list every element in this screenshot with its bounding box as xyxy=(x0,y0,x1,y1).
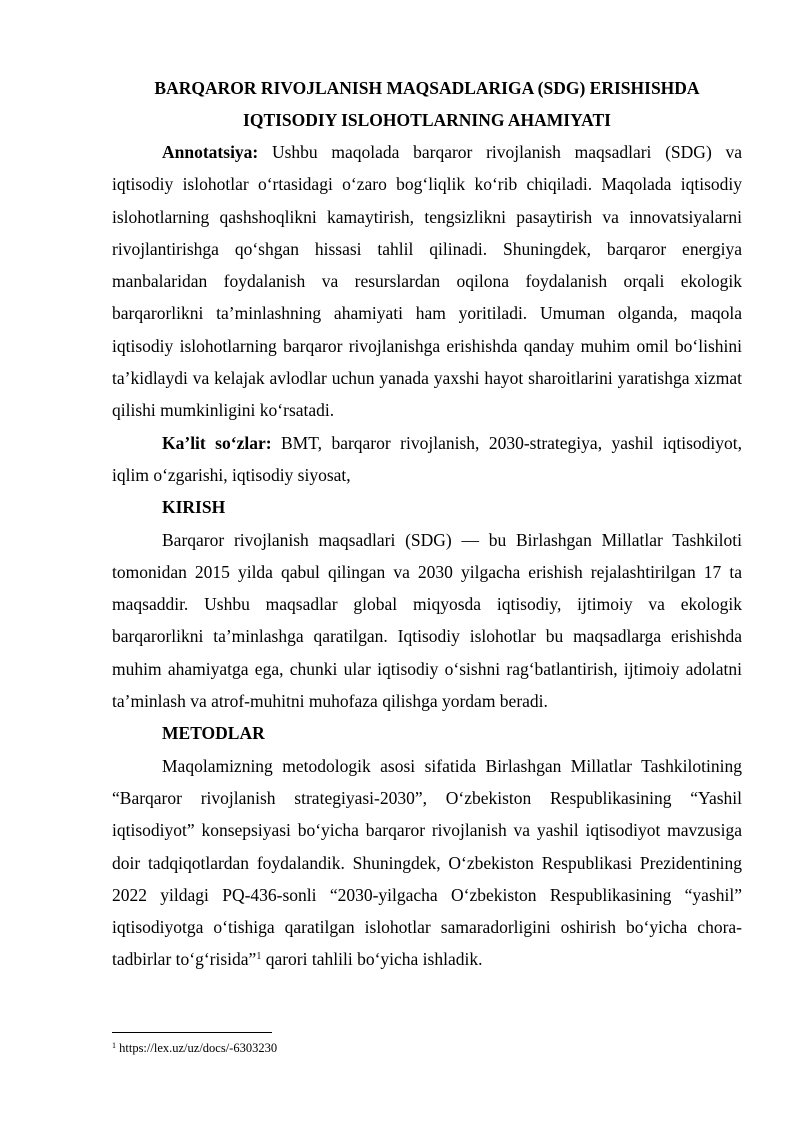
methods-text-before: Maqolamizning metodologik asosi sifatida Birlashgan Millatlar Tashkilotining “Barqaror rivojlanish strategiyasi-2030”, O‘zbekiston Respublikasining “Yashil iqtisodiyot” konsepsiyasi bo‘yicha barqaror rivojlanish va yashil iqtisodiyot mavzusiga doir tadqiqotlardan foydalandik. Shuningdek, O‘zbekiston Respublikasi Prezidentining 2022 yildagi PQ-436-sonli “2030-yilgacha O‘zbekiston Respublikasining “yashil” iqtisodiyotga o‘tishiga qaratilgan islohotlar samaradorligini oshirish bo‘yicha chora-tadbirlar to‘g‘risida” xyxy=(112,755,742,970)
introduction-heading: KIRISH xyxy=(162,497,226,518)
footnote-link[interactable]: https://lex.uz/uz/docs/-6303230 xyxy=(116,1041,278,1055)
keywords-text: BMT, barqaror rivojlanish, 2030-strategiya, yashil iqtisodiyot, iqlim o‘zgarishi, iqtisodiy siyosat, xyxy=(112,432,742,485)
title-line-2: IQTISODIY ISLOHOTLARNING AHAMIYATI xyxy=(243,110,611,130)
methods-heading: METODLAR xyxy=(162,723,265,744)
article-title xyxy=(112,72,742,136)
footnote-divider xyxy=(112,1032,272,1033)
abstract-text: Ushbu maqolada barqaror rivojlanish maqsadlari (SDG) va iqtisodiy islohotlar o‘rtasidagi o‘zaro bog‘liqlik ko‘rib chiqiladi. Maqolada iqtisodiy islohotlarning qashshoqlikni kamaytirish, tengsizlikni pasaytirish va innovatsiyalarni rivojlantirishga qo‘shgan hissasi tahlil qilinadi. Shuningdek, barqaror energiya manbalaridan foydalanish va resurslardan oqilona foydalanish orqali ekologik barqarorlikni ta’minlashning ahamiyati ham yoritiladi. Umuman olganda, maqola iqtisodiy islohotlarning barqaror rivojlanishga erishishda qanday muhim omil bo‘lishini ta’kidlaydi va kelajak avlodlar uchun yanada yaxshi hayot sharoitlarini yaratishga xizmat qilishi mumkinligini ko‘rsatadi. xyxy=(112,142,742,421)
footnote-reference[interactable]: 1 xyxy=(256,951,262,963)
keywords-paragraph xyxy=(112,427,742,492)
footnote xyxy=(112,1040,277,1056)
introduction-paragraph: Barqaror rivojlanish maqsadlari (SDG) — bu Birlashgan Millatlar Tashkiloti tomonidan 2015 yilda qabul qilingan va 2030 yilgacha erishish rejalashtirilgan 17 ta maqsaddir. Ushbu maqsadlar global miqyosda iqtisodiy, ijtimoiy va ekologik barqarorlikni ta’minlashga qaratilgan. Iqtisodiy islohotlar bu maqsadlarga erishishda muhim ahamiyatga ega, chunki ular iqtisodiy o‘sishni rag‘batlantirish, ijtimoiy adolatni ta’minlash va atrof-muhitni muhofaza qilishga yordam beradi. xyxy=(112,529,742,712)
abstract-paragraph xyxy=(112,136,742,427)
footnote-number: 1 xyxy=(112,1041,116,1050)
abstract-label: Annotatsiya: xyxy=(162,142,259,162)
keywords-label: Ka’lit so‘zlar: xyxy=(162,432,272,453)
methods-text-after: qarori tahlili bo‘yicha ishladik. xyxy=(261,949,483,970)
methods-paragraph xyxy=(112,750,742,976)
article-body xyxy=(112,72,742,976)
title-line-1: BARQAROR RIVOJLANISH MAQSADLARIGA (SDG) ERISHISHDA xyxy=(154,78,700,98)
